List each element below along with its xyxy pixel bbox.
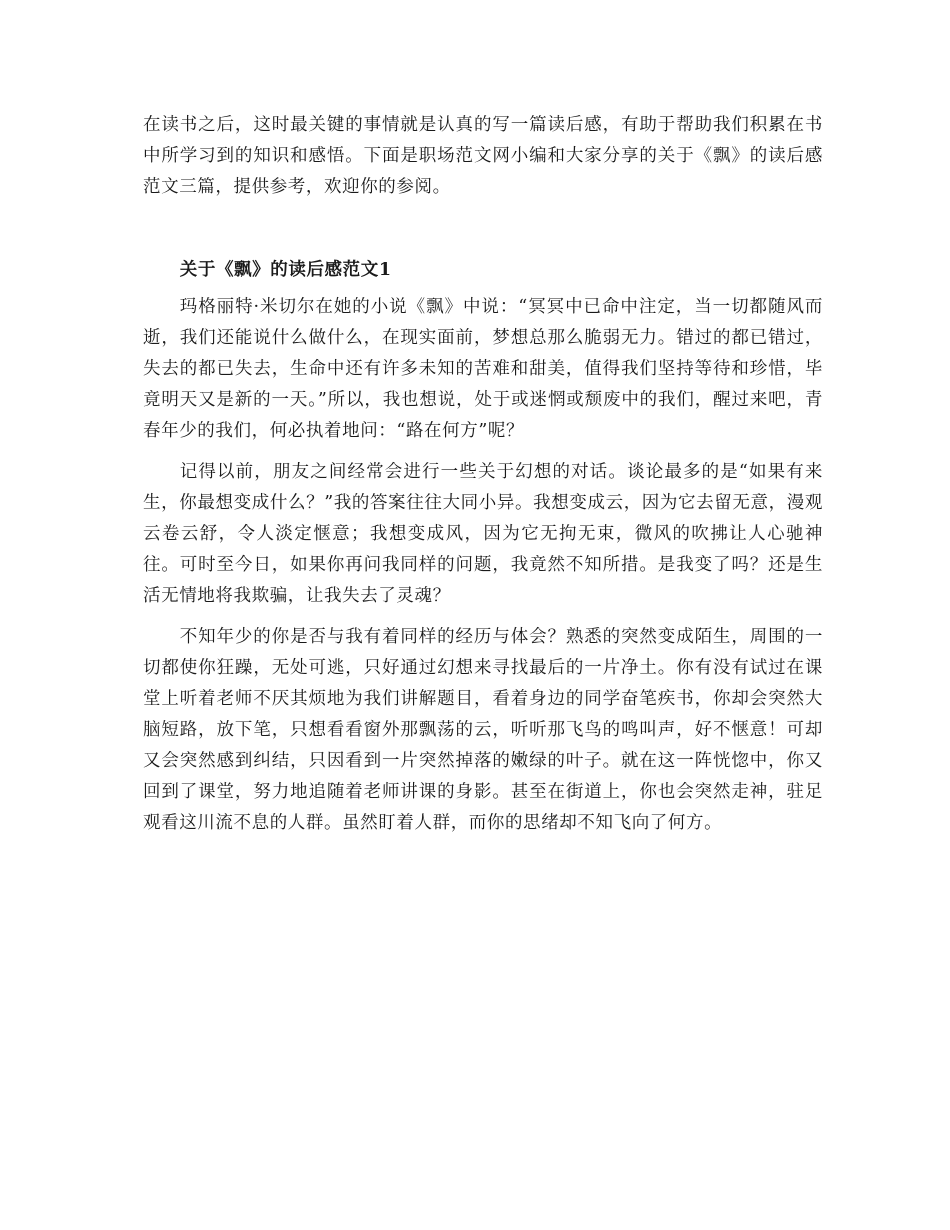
body-paragraph-3: 不知年少的你是否与我有着同样的经历与体会？熟悉的突然变成陌生，周围的一切都使你狂躁，无处可逃，只好通过幻想来寻找最后的一片净土。你有没有试过在课堂上听着老师不厌其烦地为我们讲解题目，看着身边的同学奋笔疾书，你却会突然大脑短路，放下笔，只想看看窗外那飘荡的云，听听那飞鸟的鸣叫声，好不惬意！可却又会突然感到纠结，只因看到一片突然掉落的嫩绿的叶子。就在这一阵恍惚中，你又回到了课堂，努力地追随着老师讲课的身影。甚至在街道上，你也会突然走神，驻足观看这川流不息的人群。虽然盯着人群，而你的思绪却不知飞向了何方。 [143, 627, 823, 833]
document-page [143, 110, 823, 839]
spacer [143, 612, 823, 622]
intro-paragraph: 在读书之后，这时最关键的事情就是认真的写一篇读后感，有助于帮助我们积累在书中所学习到的知识和感悟。下面是职场范文网小编和大家分享的关于《飘》的读后感范文三篇，提供参考，欢迎你的参阅。 [143, 115, 823, 197]
spacer [143, 447, 823, 457]
body-paragraph-2: 记得以前，朋友之间经常会进行一些关于幻想的对话。谈论最多的是“如果有来生，你最想变成什么？”我的答案往往大同小异。我想变成云，因为它去留无意，漫观云卷云舒，令人淡定惬意；我想变成风，因为它无拘无束，微风的吹拂让人心驰神往。可时至今日，如果你再问我同样的问题，我竟然不知所措。是我变了吗？还是生活无情地将我欺骗，让我失去了灵魂？ [143, 462, 823, 606]
body-paragraph-1: 玛格丽特·米切尔在她的小说《飘》中说：“冥冥中已命中注定，当一切都随风而逝，我们还能说什么做什么，在现实面前，梦想总那么脆弱无力。错过的都已错过，失去的都已失去，生命中还有许多未知的苦难和甜美，值得我们坚持等待和珍惜，毕竟明天又是新的一天。”所以，我也想说，处于或迷惘或颓废中的我们，醒过来吧，青春年少的我们，何必执着地问：“路在何方”呢？ [143, 297, 823, 441]
spacer [143, 203, 823, 255]
section-heading: 关于《飘》的读后感范文1 [179, 260, 392, 280]
